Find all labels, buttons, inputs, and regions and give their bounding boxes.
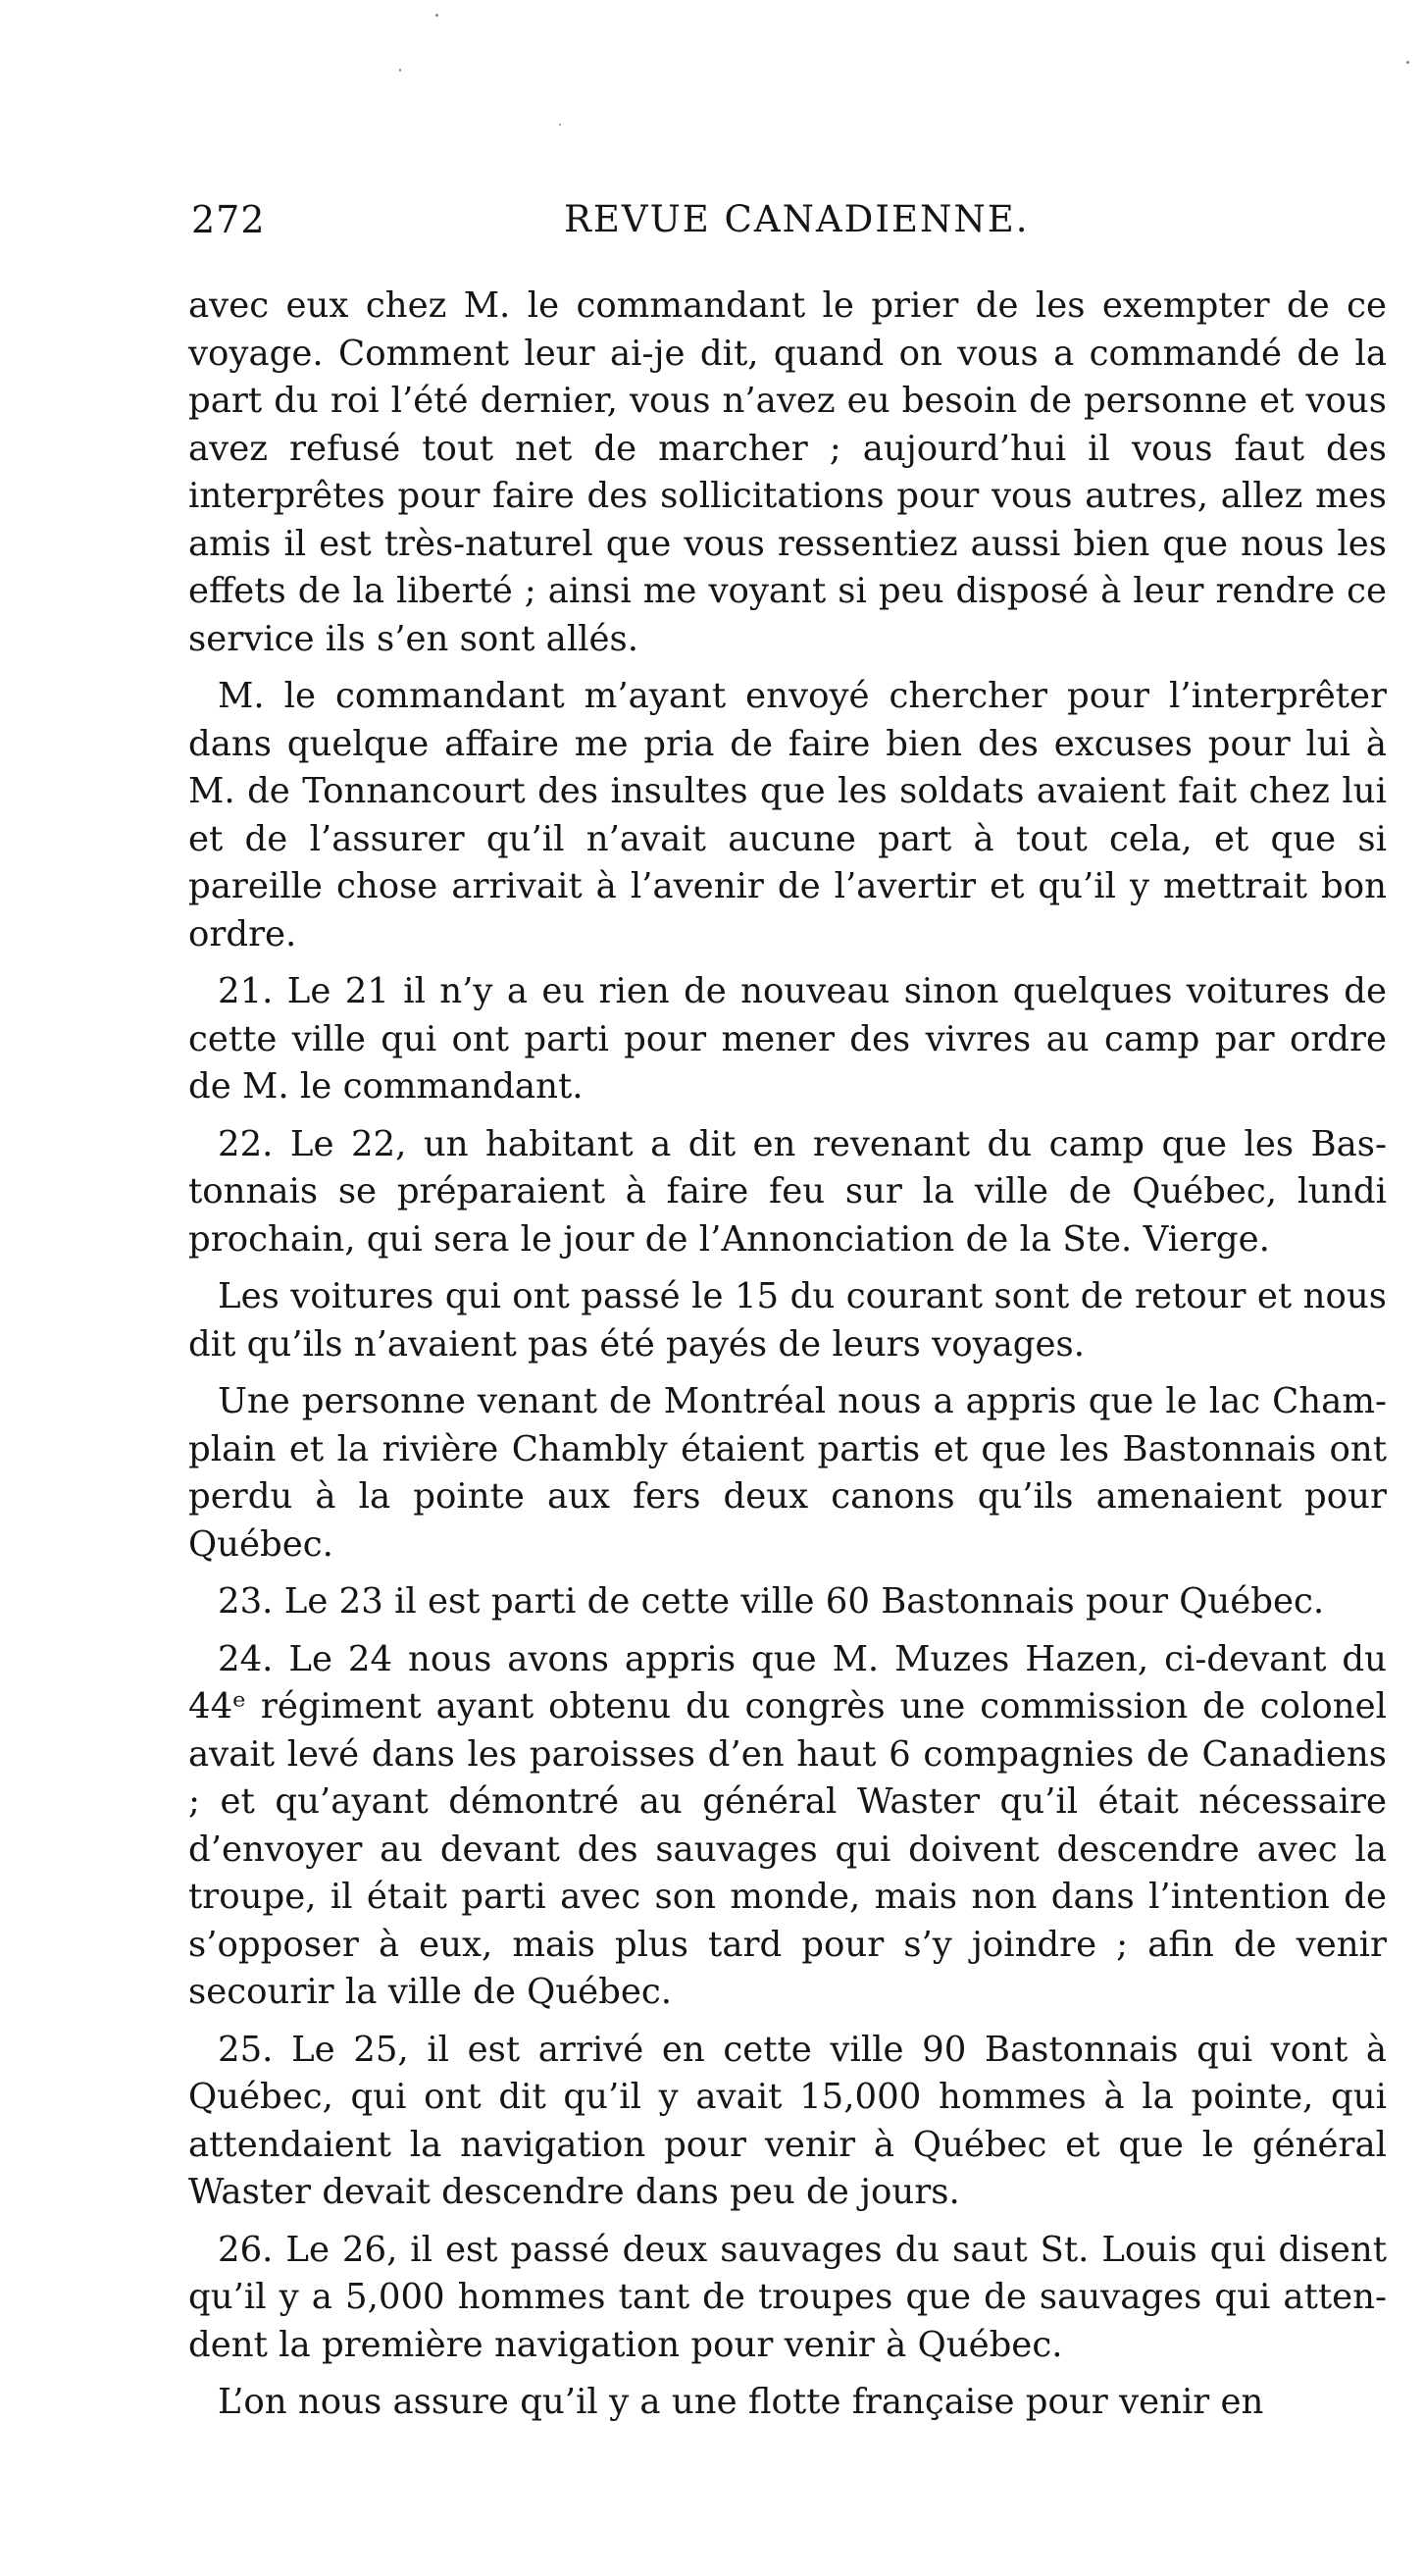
running-title: REVUE CANADIENNE. (564, 198, 1030, 240)
paragraph: 21. Le 21 il n’y a eu rien de nouveau sinon quelques voitures de cette ville qui ont parti pour mener des vivres au camp par ordre de M. le commandant. (188, 971, 1387, 1107)
paragraph: Les voitures qui ont passé le 15 du courant sont de retour et nous dit qu’ils n’avaient pas été payés de leurs voyages. (188, 1276, 1387, 1365)
paper-speck (1406, 61, 1409, 64)
paper-speck (399, 69, 401, 72)
page-header (191, 198, 1383, 257)
paragraph: L’on nous assure qu’il y a une flotte française pour venir en (218, 2382, 1264, 2422)
paragraph: 23. Le 23 il est parti de cette ville 60 Bastonnais pour Québec. (218, 1581, 1325, 1622)
paragraph: avec eux chez M. le commandant le prier de les exempter de ce voyage. Comment leur ai-je dit, quand on vous a commandé de la part du roi l’été dernier, vous n’avez eu besoin de personne et vous avez refusé tout net de marcher ; aujourd’hui il vous faut des interprêtes pour faire des sollicitations pour vous autres, allez mes amis il est très-naturel que vous ressentiez aussi bien que nous les effets de la liberté ; ainsi me voyant si peu disposé à leur rendre ce service ils s’en sont allés. (188, 285, 1387, 659)
paragraph: M. le commandant m’ayant envoyé chercher pour l’interprêter dans quelque affaire me pria de faire bien des excuses pour lui à M. de Tonnancourt des insultes que les soldats avaient fait chez lui et de l’assurer qu’il n’avait aucune part à tout cela, et que si pareille chose arrivait à l’avenir de l’avertir et qu’il y mettrait bon ordre. (188, 676, 1387, 954)
paragraph: 26. Le 26, il est passé deux sauvages du saut St. Louis qui disent qu’il y a 5,000 hommes tant de troupes que de sauvages qui attendent la première navigation pour venir à Québec. (188, 2229, 1387, 2365)
paper-speck (559, 124, 561, 126)
paragraph: 24. Le 24 nous avons appris que M. Muzes Hazen, ci-devant du 44ᵉ régiment ayant obtenu du congrès une commission de colonel avait levé dans les paroisses d’en haut 6 compagnies de Canadiens ; et qu’ayant démontré au général Waster qu’il était nécessaire d’envoyer au devant des sauvages qui doivent descendre avec la troupe, il était parti avec son monde, mais non dans l’intention de s’opposer à eux, mais plus tard pour s’y joindre ; afin de venir secourir la ville de Québec. (188, 1638, 1387, 2012)
body-text (188, 283, 1387, 2437)
paragraph: Une personne venant de Montréal nous a appris que le lac Champlain et la rivière Chambly étaient partis et que les Bastonnais ont perdu à la pointe aux fers deux canons qu’ils amenaient pour Québec. (188, 1381, 1387, 1565)
paragraph: 22. Le 22, un habitant a dit en revenant du camp que les Bastonnais se préparaient à faire feu sur la ville de Québec, lundi prochain, qui sera le jour de l’Annonciation de la Ste. Vierge. (188, 1123, 1387, 1260)
paragraph: 25. Le 25, il est arrivé en cette ville 90 Bastonnais qui vont à Québec, qui ont dit qu’il y avait 15,000 hommes à la pointe, qui attendaient la navigation pour venir à Québec et que le général Waster devait descendre dans peu de jours. (188, 2029, 1387, 2212)
paper-speck (435, 14, 438, 17)
page-number: 272 (191, 198, 266, 241)
